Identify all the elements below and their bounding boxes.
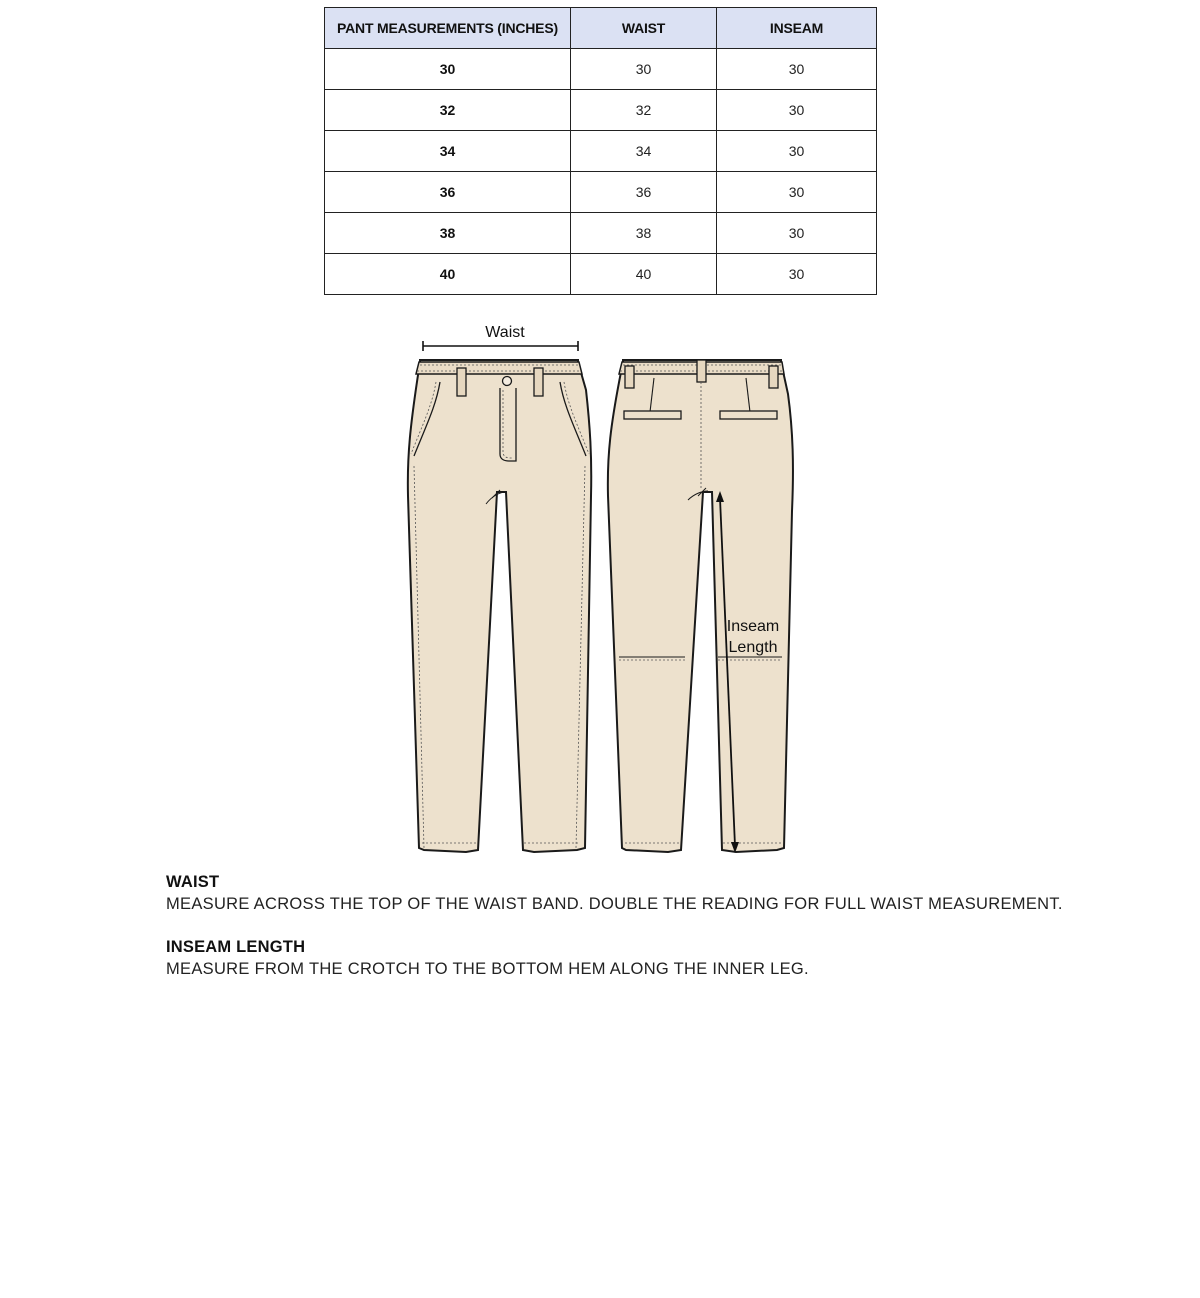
header-pant-measurements: PANT MEASUREMENTS (INCHES) <box>325 8 571 49</box>
inseam-label-line-2: Length <box>728 639 778 656</box>
table-row <box>325 90 877 131</box>
inseam-cell: 30 <box>717 131 877 172</box>
inseam-instruction-text: MEASURE FROM THE CROTCH TO THE BOTTOM HEM ALONG THE INNER LEG. <box>166 960 809 978</box>
waist-cell: 30 <box>571 49 717 90</box>
back-pants <box>608 360 793 852</box>
size-chart-table <box>324 7 877 295</box>
size-cell: 32 <box>325 90 571 131</box>
table-row <box>325 172 877 213</box>
table-row <box>325 213 877 254</box>
size-cell: 34 <box>325 131 571 172</box>
waist-cell: 38 <box>571 213 717 254</box>
waist-label: Waist <box>485 324 525 341</box>
front-pants <box>408 360 591 852</box>
measurement-instructions <box>166 872 1146 1002</box>
inseam-cell: 30 <box>717 90 877 131</box>
table-row <box>325 131 877 172</box>
inseam-label-line-1: Inseam <box>726 618 780 635</box>
waist-measure-line <box>423 341 578 351</box>
inseam-instruction-title: INSEAM LENGTH <box>166 938 306 956</box>
table-row <box>325 254 877 295</box>
waist-cell: 36 <box>571 172 717 213</box>
inseam-cell: 30 <box>717 254 877 295</box>
waist-cell: 34 <box>571 131 717 172</box>
waist-instruction-text: MEASURE ACROSS THE TOP OF THE WAIST BAND. DOUBLE THE READING FOR FULL WAIST MEASUREMENT. <box>166 895 1063 913</box>
size-cell: 38 <box>325 213 571 254</box>
waist-cell: 32 <box>571 90 717 131</box>
size-cell: 36 <box>325 172 571 213</box>
waist-instruction-title: WAIST <box>166 873 220 891</box>
inseam-cell: 30 <box>717 172 877 213</box>
inseam-cell: 30 <box>717 49 877 90</box>
waist-cell: 40 <box>571 254 717 295</box>
pant-illustration <box>396 316 804 861</box>
waist-instruction <box>166 872 1146 915</box>
inseam-instruction <box>166 937 1146 980</box>
table-header-row <box>325 8 877 49</box>
table-row <box>325 49 877 90</box>
inseam-cell: 30 <box>717 213 877 254</box>
header-inseam: INSEAM <box>717 8 877 49</box>
header-waist: WAIST <box>571 8 717 49</box>
size-cell: 40 <box>325 254 571 295</box>
size-cell: 30 <box>325 49 571 90</box>
pant-measurement-diagram <box>396 316 804 861</box>
